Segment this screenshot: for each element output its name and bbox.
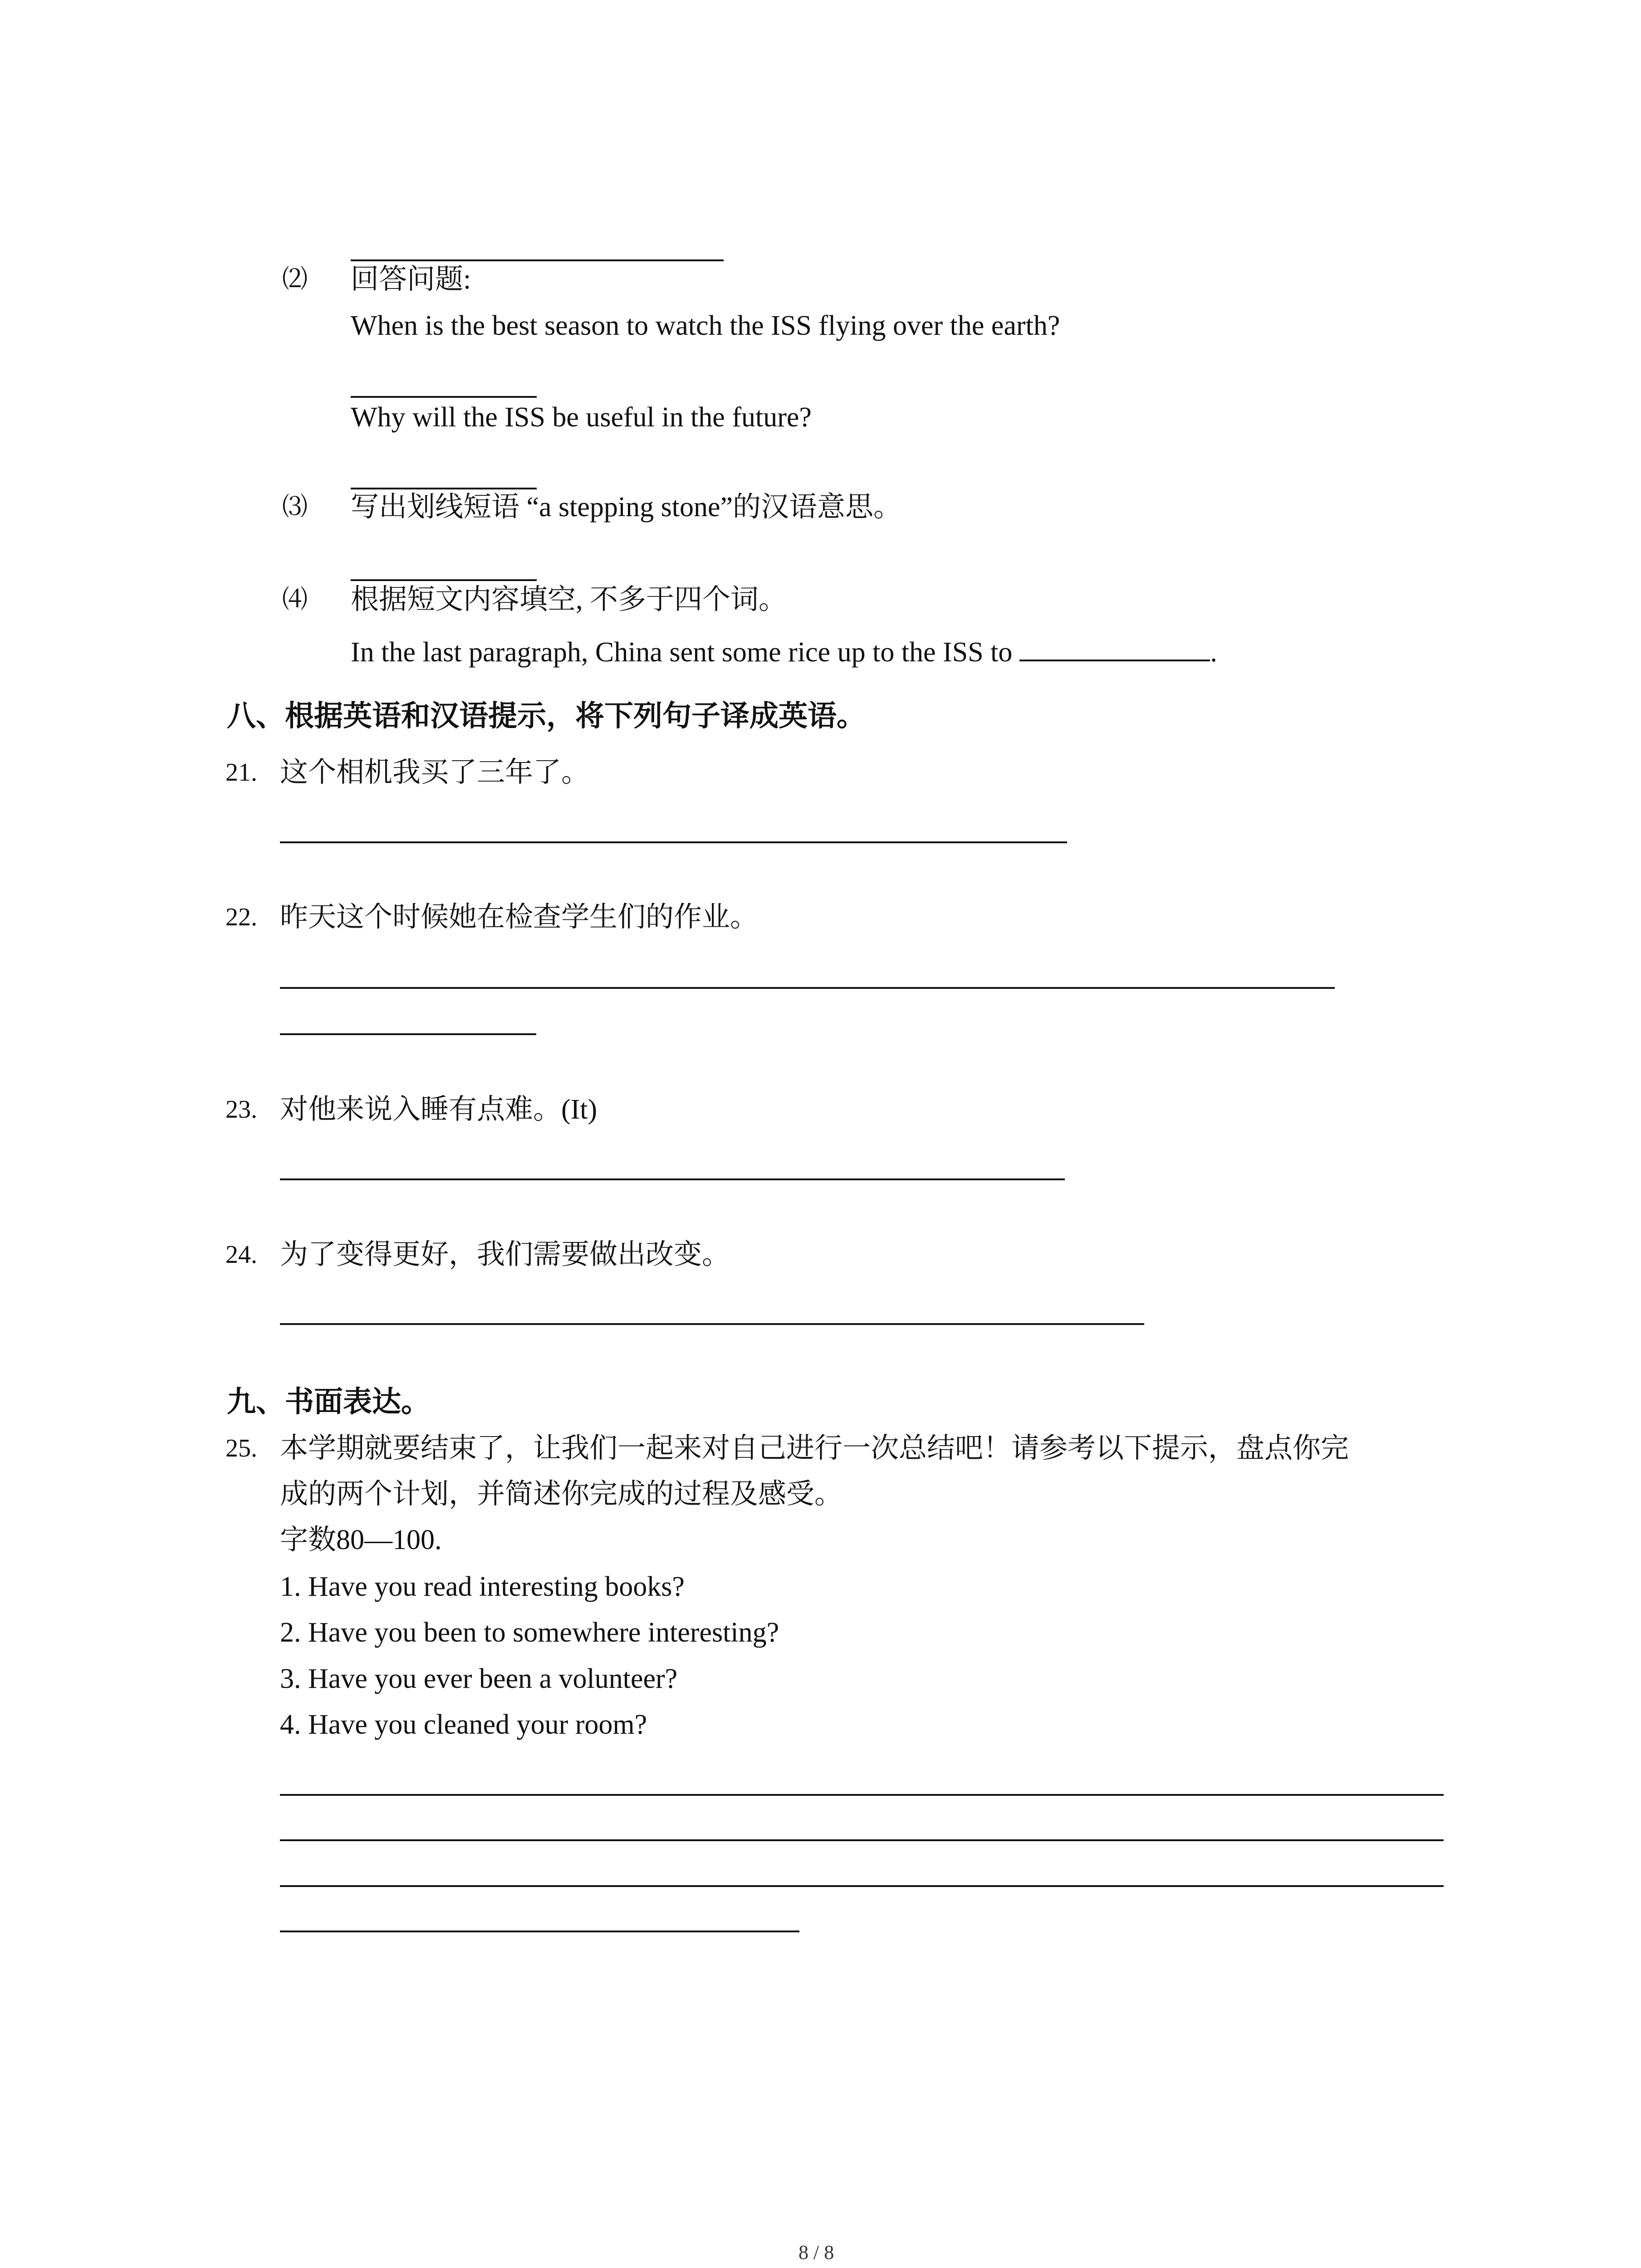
question-text: 为了变得更好，我们需要做出改变。: [280, 1239, 730, 1270]
section-heading: 八、根据英语和汉语提示，将下列句子译成英语。: [227, 699, 866, 733]
answer-blank[interactable]: [1019, 660, 1210, 661]
answer-line[interactable]: [280, 1178, 1065, 1180]
question-text: 写出划线短语 “a stepping stone”的汉语意思。: [351, 492, 902, 523]
question-text: Why will the ISS be useful in the future?: [351, 402, 812, 433]
writing-line[interactable]: [280, 1794, 1444, 1796]
answer-line[interactable]: [351, 579, 537, 581]
question-text: 成的两个计划，并简述你完成的过程及感受。: [280, 1479, 843, 1510]
question-text: 对他来说入睡有点难。(It): [280, 1094, 598, 1125]
fill-sentence: [351, 635, 1217, 670]
section-heading: 九、书面表达。: [227, 1385, 430, 1419]
question-number: 22.: [225, 903, 257, 931]
question-number: 25.: [225, 1434, 257, 1462]
question-number: ⑶: [282, 493, 308, 521]
writing-line[interactable]: [280, 1839, 1444, 1841]
word-count: 字数80—100.: [280, 1525, 442, 1555]
question-text: 回答问题:: [351, 264, 471, 295]
question-number: ⑷: [282, 586, 308, 614]
question-text: 根据短文内容填空, 不多于四个词。: [351, 584, 787, 615]
prompt-item: 1. Have you read interesting books?: [280, 1571, 685, 1602]
sentence-end: .: [1210, 637, 1217, 668]
prompt-item: 4. Have you cleaned your room?: [280, 1709, 647, 1740]
answer-line[interactable]: [351, 396, 537, 398]
prompt-item: 3. Have you ever been a volunteer?: [280, 1663, 678, 1694]
prompt-item: 2. Have you been to somewhere interesting?: [280, 1617, 779, 1648]
answer-line[interactable]: [280, 987, 1335, 989]
answer-line[interactable]: [351, 488, 537, 489]
fill-sentence-text: In the last paragraph, China sent some rice up to the ISS to: [351, 637, 1013, 668]
answer-line[interactable]: [351, 259, 724, 261]
page-number: 8 / 8: [798, 2241, 834, 2263]
question-number: 23.: [225, 1095, 257, 1124]
question-text: 本学期就要结束了，让我们一起来对自己进行一次总结吧！请参考以下提示，盘点你完: [280, 1433, 1349, 1464]
question-text: 昨天这个时候她在检查学生们的作业。: [280, 902, 759, 933]
answer-line[interactable]: [280, 1323, 1144, 1325]
question-text: 这个相机我买了三年了。: [280, 757, 590, 788]
answer-line[interactable]: [280, 841, 1067, 843]
writing-line[interactable]: [280, 1931, 799, 1932]
question-text: When is the best season to watch the ISS flying over the earth?: [351, 310, 1060, 341]
question-number: 21.: [225, 758, 257, 787]
writing-line[interactable]: [280, 1885, 1444, 1887]
question-number: 24.: [225, 1241, 257, 1269]
question-number: ⑵: [282, 265, 308, 293]
answer-line[interactable]: [280, 1033, 536, 1035]
